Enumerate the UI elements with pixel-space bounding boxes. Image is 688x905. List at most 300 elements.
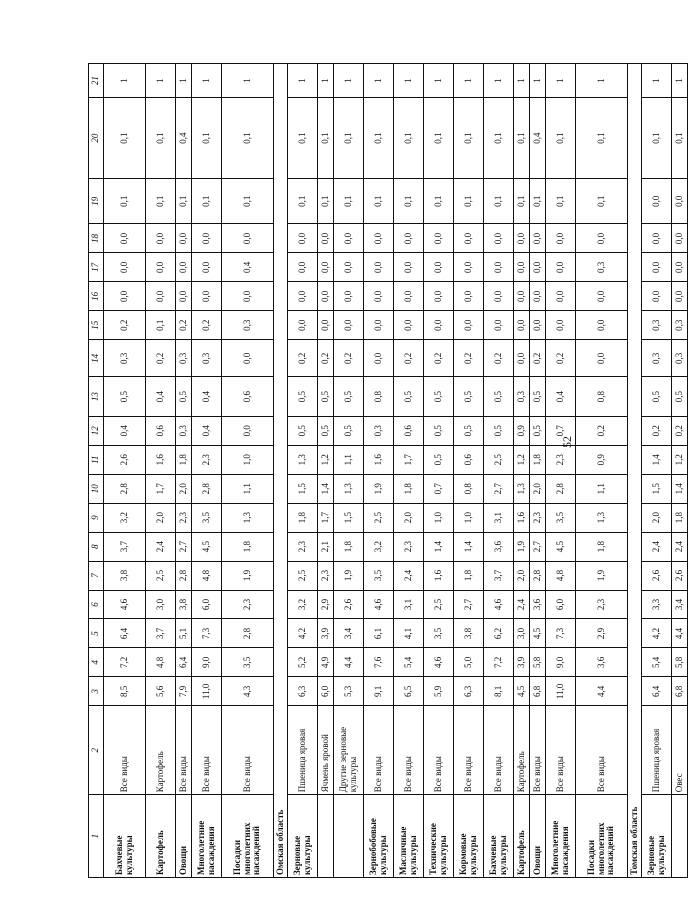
value-cell: 4,5 (192, 532, 222, 561)
value-cell: 1,3 (334, 474, 364, 503)
crop-type-cell: Картофель (514, 706, 530, 795)
table-row (672, 64, 688, 878)
value-cell: 0,2 (484, 340, 514, 377)
value-cell: 0,1 (546, 178, 576, 224)
value-cell: 5,0 (454, 648, 484, 677)
value-cell: 0,1 (394, 98, 424, 179)
value-cell: 0,1 (192, 178, 222, 224)
value-cell: 0,4 (104, 416, 146, 445)
value-cell: 4,2 (642, 619, 672, 648)
value-cell: 0,0 (672, 282, 688, 311)
value-cell: 0,0 (484, 282, 514, 311)
column-header-5: 5 (89, 619, 104, 648)
value-cell: 2,7 (454, 590, 484, 619)
value-cell: 1,4 (672, 474, 688, 503)
value-cell: 1,7 (146, 474, 176, 503)
value-cell: 6,4 (104, 619, 146, 648)
value-cell: 0,5 (334, 377, 364, 416)
value-cell: 4,8 (192, 561, 222, 590)
value-cell: 0,0 (672, 178, 688, 224)
crop-group-cell: Многолетние насаждения (192, 795, 222, 878)
crop-group-cell: Овощи (176, 795, 192, 878)
value-cell: 0,0 (176, 282, 192, 311)
value-cell: 2,5 (146, 561, 176, 590)
value-cell: 0,2 (394, 340, 424, 377)
value-cell: 6,1 (364, 619, 394, 648)
value-cell: 1,0 (424, 503, 454, 532)
crop-type-cell: Все виды (394, 706, 424, 795)
value-cell: 2,3 (576, 590, 628, 619)
column-header-16: 16 (89, 282, 104, 311)
value-cell: 0,3 (514, 377, 530, 416)
value-cell: 0,3 (672, 311, 688, 340)
value-cell: 1,4 (318, 474, 334, 503)
value-cell: 5,2 (288, 648, 318, 677)
value-cell: 6,2 (484, 619, 514, 648)
value-cell: 2,3 (222, 590, 274, 619)
value-cell: 1,3 (288, 445, 318, 474)
table-row (546, 64, 576, 878)
value-cell: 11,0 (192, 677, 222, 706)
value-cell: 3,7 (484, 561, 514, 590)
value-cell: 3,4 (334, 619, 364, 648)
crop-group-cell: Зернобобовые культуры (364, 795, 394, 878)
value-cell: 0,0 (484, 253, 514, 282)
value-cell: 0,4 (530, 98, 546, 179)
value-cell: 0,0 (364, 282, 394, 311)
value-cell: 1,2 (318, 445, 334, 474)
value-cell: 6,4 (642, 677, 672, 706)
value-cell: 0,6 (454, 445, 484, 474)
value-cell: 0,0 (454, 253, 484, 282)
value-cell: 0,1 (318, 98, 334, 179)
value-cell: 0,1 (146, 178, 176, 224)
value-cell: 3,1 (394, 590, 424, 619)
table-row (192, 64, 222, 878)
value-cell: 3,2 (364, 532, 394, 561)
value-cell: 0,0 (642, 178, 672, 224)
value-cell: 1 (192, 64, 222, 98)
value-cell: 0,1 (546, 98, 576, 179)
value-cell: 0,1 (530, 178, 546, 224)
value-cell: 0,1 (288, 178, 318, 224)
value-cell: 0,0 (146, 253, 176, 282)
value-cell: 0,5 (424, 377, 454, 416)
value-cell: 1,2 (514, 445, 530, 474)
value-cell: 2,3 (288, 532, 318, 561)
crop-type-cell: Ячмень яровой (318, 706, 334, 795)
value-cell: 0,2 (334, 340, 364, 377)
crop-group-cell: Зерновые культуры (642, 795, 672, 878)
value-cell: 4,6 (364, 590, 394, 619)
crop-type-cell: Другие зерновые культуры (334, 706, 364, 795)
value-cell: 2,8 (192, 474, 222, 503)
table-body (104, 64, 688, 878)
value-cell: 1 (546, 64, 576, 98)
value-cell: 5,6 (146, 677, 176, 706)
value-cell: 0,0 (222, 340, 274, 377)
value-cell: 1,8 (288, 503, 318, 532)
coefficients-table (88, 63, 688, 878)
value-cell: 1,9 (364, 474, 394, 503)
value-cell: 0,5 (454, 377, 484, 416)
value-cell: 0,0 (104, 282, 146, 311)
value-cell: 1 (288, 64, 318, 98)
value-cell: 1 (424, 64, 454, 98)
crop-type-cell: Все виды (546, 706, 576, 795)
value-cell: 2,6 (672, 561, 688, 590)
column-header-8: 8 (89, 532, 104, 561)
value-cell: 0,0 (484, 224, 514, 253)
value-cell: 2,0 (514, 561, 530, 590)
value-cell: 4,5 (546, 532, 576, 561)
value-cell: 0,1 (364, 178, 394, 224)
value-cell: 0,1 (672, 98, 688, 179)
value-cell: 2,3 (318, 561, 334, 590)
value-cell: 0,5 (318, 377, 334, 416)
value-cell: 0,0 (546, 311, 576, 340)
value-cell: 0,0 (546, 282, 576, 311)
value-cell: 3,1 (484, 503, 514, 532)
value-cell: 0,1 (192, 98, 222, 179)
value-cell: 0,0 (288, 311, 318, 340)
value-cell: 0,0 (514, 311, 530, 340)
value-cell: 1,1 (334, 445, 364, 474)
value-cell: 4,6 (424, 648, 454, 677)
header-row (89, 64, 104, 878)
value-cell: 0,5 (672, 377, 688, 416)
value-cell: 6,8 (530, 677, 546, 706)
value-cell: 2,8 (222, 619, 274, 648)
value-cell: 0,0 (576, 311, 628, 340)
value-cell: 1,1 (222, 474, 274, 503)
value-cell: 0,0 (222, 282, 274, 311)
value-cell: 1,2 (672, 445, 688, 474)
value-cell: 0,5 (424, 416, 454, 445)
column-header-11: 11 (89, 445, 104, 474)
value-cell: 0,5 (288, 416, 318, 445)
value-cell: 1 (176, 64, 192, 98)
value-cell: 3,5 (546, 503, 576, 532)
value-cell: 0,0 (454, 224, 484, 253)
value-cell: 1,7 (318, 503, 334, 532)
value-cell: 0,5 (484, 416, 514, 445)
value-cell: 8,1 (484, 677, 514, 706)
crop-group-cell: Зерновые культуры (288, 795, 318, 878)
value-cell: 0,1 (334, 98, 364, 179)
crop-type-cell: Все виды (484, 706, 514, 795)
value-cell: 1,0 (454, 503, 484, 532)
value-cell: 1,4 (642, 445, 672, 474)
value-cell: 0,3 (192, 340, 222, 377)
value-cell: 2,4 (642, 532, 672, 561)
value-cell: 0,3 (642, 311, 672, 340)
value-cell: 0,8 (364, 377, 394, 416)
value-cell: 0,0 (288, 224, 318, 253)
value-cell: 1,8 (576, 532, 628, 561)
value-cell: 0,3 (364, 416, 394, 445)
value-cell: 2,4 (514, 590, 530, 619)
value-cell: 0,0 (576, 282, 628, 311)
value-cell: 0,1 (514, 98, 530, 179)
column-header-3: 3 (89, 677, 104, 706)
crop-group-cell: Картофель (514, 795, 530, 878)
table-row (514, 64, 530, 878)
crop-type-cell: Овес (672, 706, 688, 795)
value-cell: 0,0 (394, 253, 424, 282)
value-cell: 6,0 (546, 590, 576, 619)
value-cell: 1 (530, 64, 546, 98)
value-cell: 3,0 (146, 590, 176, 619)
value-cell: 0,7 (424, 474, 454, 503)
value-cell: 0,2 (530, 340, 546, 377)
value-cell: 0,1 (146, 311, 176, 340)
value-cell: 1,3 (514, 474, 530, 503)
value-cell: 0,5 (642, 377, 672, 416)
crop-group-cell (334, 795, 364, 878)
value-cell: 2,0 (530, 474, 546, 503)
value-cell: 0,3 (104, 340, 146, 377)
region-label: Томская область (628, 64, 642, 878)
value-cell: 4,9 (318, 648, 334, 677)
value-cell: 5,8 (530, 648, 546, 677)
value-cell: 2,0 (176, 474, 192, 503)
value-cell: 0,5 (394, 377, 424, 416)
value-cell: 0,0 (454, 311, 484, 340)
value-cell: 0,9 (514, 416, 530, 445)
crop-group-cell (672, 795, 688, 878)
value-cell: 0,0 (424, 311, 454, 340)
value-cell: 3,3 (642, 590, 672, 619)
value-cell: 0,0 (364, 311, 394, 340)
value-cell: 0,0 (318, 253, 334, 282)
value-cell: 0,3 (642, 340, 672, 377)
crop-type-cell: Пшеница яровая (642, 706, 672, 795)
value-cell: 0,0 (394, 282, 424, 311)
value-cell: 2,5 (364, 503, 394, 532)
value-cell: 0,4 (222, 253, 274, 282)
value-cell: 0,0 (318, 224, 334, 253)
value-cell: 0,0 (334, 282, 364, 311)
column-header-12: 12 (89, 416, 104, 445)
crop-type-cell: Пшеница яровая (288, 706, 318, 795)
value-cell: 0,0 (454, 282, 484, 311)
value-cell: 0,0 (514, 253, 530, 282)
column-header-21: 21 (89, 64, 104, 98)
value-cell: 2,8 (176, 561, 192, 590)
value-cell: 2,3 (176, 503, 192, 532)
value-cell: 4,5 (530, 619, 546, 648)
value-cell: 1 (104, 64, 146, 98)
value-cell: 0,0 (192, 282, 222, 311)
column-header-4: 4 (89, 648, 104, 677)
table-row (104, 64, 146, 878)
value-cell: 2,0 (642, 503, 672, 532)
value-cell: 0,1 (484, 178, 514, 224)
value-cell: 0,3 (222, 311, 274, 340)
value-cell: 0,6 (394, 416, 424, 445)
value-cell: 3,6 (576, 648, 628, 677)
crop-group-cell: Технические культуры (424, 795, 454, 878)
value-cell: 0,0 (530, 253, 546, 282)
value-cell: 5,1 (176, 619, 192, 648)
value-cell: 0,6 (222, 377, 274, 416)
value-cell: 6,0 (192, 590, 222, 619)
value-cell: 2,5 (288, 561, 318, 590)
crop-type-cell: Картофель (146, 706, 176, 795)
value-cell: 0,7 (546, 416, 576, 445)
value-cell: 6,0 (318, 677, 334, 706)
value-cell: 0,8 (454, 474, 484, 503)
value-cell: 7,3 (192, 619, 222, 648)
table-row (222, 64, 274, 878)
value-cell: 0,0 (288, 282, 318, 311)
value-cell: 3,5 (192, 503, 222, 532)
crop-type-cell: Все виды (192, 706, 222, 795)
value-cell: 3,6 (484, 532, 514, 561)
value-cell: 0,1 (576, 98, 628, 179)
value-cell: 1,9 (514, 532, 530, 561)
value-cell: 0,0 (530, 282, 546, 311)
table-row (318, 64, 334, 878)
value-cell: 8,5 (104, 677, 146, 706)
crop-group-cell: Посадки многолетних насаждений (222, 795, 274, 878)
table-row (176, 64, 192, 878)
value-cell: 0,1 (288, 98, 318, 179)
crop-group-cell: Картофель (146, 795, 176, 878)
value-cell: 0,4 (176, 98, 192, 179)
value-cell: 0,0 (192, 253, 222, 282)
value-cell: 1,0 (222, 445, 274, 474)
value-cell: 2,6 (104, 445, 146, 474)
value-cell: 0,0 (530, 224, 546, 253)
value-cell: 0,2 (104, 311, 146, 340)
value-cell: 2,7 (176, 532, 192, 561)
value-cell: 1 (514, 64, 530, 98)
crop-type-cell: Все виды (530, 706, 546, 795)
value-cell: 2,4 (672, 532, 688, 561)
value-cell: 0,5 (176, 377, 192, 416)
value-cell: 2,3 (394, 532, 424, 561)
value-cell: 0,0 (334, 224, 364, 253)
region-row (628, 64, 642, 878)
value-cell: 2,3 (530, 503, 546, 532)
value-cell: 2,1 (318, 532, 334, 561)
value-cell: 0,1 (364, 98, 394, 179)
region-label: Омская область (274, 64, 288, 878)
value-cell: 2,3 (192, 445, 222, 474)
column-header-1: 1 (89, 795, 104, 878)
table-row (530, 64, 546, 878)
value-cell: 0,0 (424, 224, 454, 253)
value-cell: 0,1 (222, 98, 274, 179)
value-cell: 0,0 (222, 224, 274, 253)
value-cell: 2,0 (146, 503, 176, 532)
value-cell: 5,4 (394, 648, 424, 677)
value-cell: 7,2 (484, 648, 514, 677)
table-row (576, 64, 628, 878)
value-cell: 1,9 (222, 561, 274, 590)
value-cell: 0,0 (514, 224, 530, 253)
value-cell: 0,0 (288, 253, 318, 282)
column-header-15: 15 (89, 311, 104, 340)
value-cell: 2,8 (546, 474, 576, 503)
column-header-2: 2 (89, 706, 104, 795)
value-cell: 2,9 (318, 590, 334, 619)
value-cell: 2,5 (424, 590, 454, 619)
crop-group-cell: Масличные культуры (394, 795, 424, 878)
value-cell: 0,0 (642, 224, 672, 253)
value-cell: 0,1 (454, 98, 484, 179)
value-cell: 3,8 (176, 590, 192, 619)
value-cell: 9,0 (546, 648, 576, 677)
value-cell: 2,5 (484, 445, 514, 474)
value-cell: 11,0 (546, 677, 576, 706)
value-cell: 7,2 (104, 648, 146, 677)
column-header-17: 17 (89, 253, 104, 282)
value-cell: 3,9 (318, 619, 334, 648)
value-cell: 5,4 (642, 648, 672, 677)
value-cell: 0,5 (530, 416, 546, 445)
value-cell: 0,5 (104, 377, 146, 416)
value-cell: 1,8 (334, 532, 364, 561)
value-cell: 0,0 (364, 224, 394, 253)
value-cell: 1,9 (576, 561, 628, 590)
value-cell: 0,2 (192, 311, 222, 340)
value-cell: 9,0 (192, 648, 222, 677)
value-cell: 3,9 (514, 648, 530, 677)
value-cell: 0,1 (424, 178, 454, 224)
value-cell: 0,3 (176, 416, 192, 445)
value-cell: 2,3 (546, 445, 576, 474)
value-cell: 1,4 (454, 532, 484, 561)
value-cell: 0,1 (146, 98, 176, 179)
value-cell: 6,3 (288, 677, 318, 706)
value-cell: 9,1 (364, 677, 394, 706)
value-cell: 1,8 (394, 474, 424, 503)
value-cell: 0,0 (192, 224, 222, 253)
value-cell: 3,0 (514, 619, 530, 648)
value-cell: 1,8 (176, 445, 192, 474)
value-cell: 1,5 (334, 503, 364, 532)
value-cell: 0,1 (334, 178, 364, 224)
column-header-10: 10 (89, 474, 104, 503)
value-cell: 3,8 (104, 561, 146, 590)
value-cell: 0,5 (530, 377, 546, 416)
value-cell: 7,9 (176, 677, 192, 706)
value-cell: 3,4 (672, 590, 688, 619)
value-cell: 2,7 (530, 532, 546, 561)
table-row (454, 64, 484, 878)
value-cell: 0,0 (642, 253, 672, 282)
column-header-14: 14 (89, 340, 104, 377)
region-row (274, 64, 288, 878)
value-cell: 1 (364, 64, 394, 98)
crop-type-cell: Все виды (104, 706, 146, 795)
value-cell: 4,1 (394, 619, 424, 648)
table-row (484, 64, 514, 878)
table-row (394, 64, 424, 878)
column-header-9: 9 (89, 503, 104, 532)
value-cell: 1 (334, 64, 364, 98)
value-cell: 0,0 (364, 253, 394, 282)
value-cell: 1 (454, 64, 484, 98)
value-cell: 0,4 (146, 377, 176, 416)
column-header-7: 7 (89, 561, 104, 590)
value-cell: 3,5 (222, 648, 274, 677)
value-cell: 0,2 (288, 340, 318, 377)
value-cell: 0,0 (318, 282, 334, 311)
